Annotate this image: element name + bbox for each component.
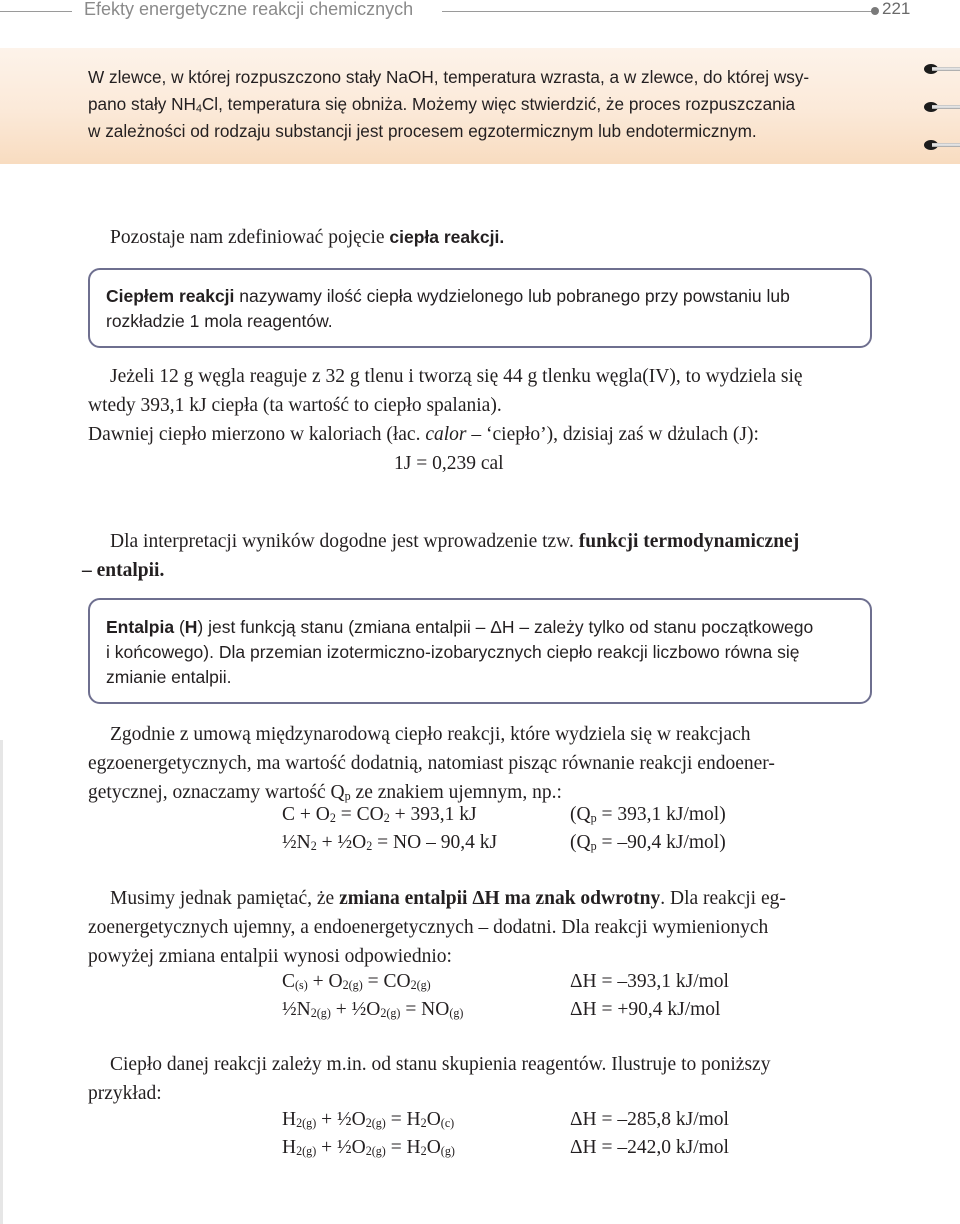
binder-ring-icon [924,140,960,150]
equation-delta-h: ΔH = –242,0 kJ/mol [570,1137,729,1158]
chapter-title: Efekty energetyczne reakcji chemicznych [84,0,414,19]
intro-line-3: w zależności od rodzaju substancji jest procesem egzotermicznym lub endotermicznym. [88,121,757,141]
binder-ring-icon [924,64,960,74]
equation-row: $\frac{1}{2}N_2$ + $\frac{1}{2}O_2$ = NO – 90,4 kJ [282,832,498,854]
paragraph-carbon-example: Jeżeli 12 g węgla reaguje z 32 g tlenu i tworzą się 44 g tlenku węgla(IV), to wydziela się wtedy 393,1 kJ ciepła (ta wartość to ciepło spalania). Dawniej ciepło mierzono w kaloriach (łac. calor – ‘ciepło’), dzisiaj zaś w dżulach (J): 1J = 0,239 cal [88,366,803,474]
header-dot-icon [871,7,879,15]
definition-box-heat [88,268,872,348]
page-number: 221 [882,0,911,18]
equation-row: $C_{(s)} + O_{2(g)} = CO_{2(g)}$ [282,971,431,993]
header-rule-left [0,11,72,12]
intro-line-2: pano stały $NH_4Cl$, temperatura się obniża. Możemy więc stwierdzić, że proces rozpuszczania [88,94,796,115]
equation-row: $C + O_2 = CO_2 + 393,1$ kJ [282,804,477,826]
paragraph-sign-convention: Zgodnie z umową międzynarodową ciepło reakcji, które wydziela się w reakcjach egzoenergetycznych, ma wartość dodatnią, natomiast pisząc równanie reakcji endoener- getycznej, oznaczamy wartość $Q_p$ ze znakiem ujemnym, np.: [88,724,775,804]
equation-delta-h: ΔH = +90,4 kJ/mol [570,999,721,1020]
paragraph-sign-reversal: Musimy jednak pamiętać, że zmiana entalpii ΔH ma znak odwrotny. Dla reakcji eg- zoenergetycznych ujemny, a endoenergetycznych – dodatni. Dla reakcji wymienionych powyżej zmiana entalpii wynosi odpowiednio: [88,888,786,967]
header-rule [442,11,874,12]
paragraph-heat-intro: Pozostaje nam zdefiniować pojęcie ciepła reakcji. [110,227,505,248]
intro-line-1: W zlewce, w której rozpuszczono stały NaOH, temperatura wzrasta, a w zlewce, do której wsy- [88,67,810,87]
page-edge-mark [0,740,3,1224]
intro-paragraph [88,64,908,145]
equation-delta-h: ΔH = –393,1 kJ/mol [570,971,729,992]
equation-row: $H_{2(g)}$ + $\frac{1}{2}O_{2(g)} = H_2O_{(c)}$ [282,1109,455,1131]
paragraph-enthalpy-intro: Dla interpretacji wyników dogodne jest wprowadzenie tzw. funkcji termodynamicznej – entalpii. [82,531,800,581]
definition-box-enthalpy [88,598,872,704]
binder-ring-icon [924,102,960,112]
equation-delta-h: ΔH = –285,8 kJ/mol [570,1109,729,1130]
paragraph-state-dependence: Ciepło danej reakcji zależy m.in. od stanu skupienia reagentów. Ilustruje to poniższy przykład: [88,1054,771,1104]
equation-row: $H_{2(g)}$ + $\frac{1}{2}O_{2(g)} = H_2O_{(g)}$ [282,1137,455,1159]
equation-heat-value: ($Q_p = 393,1$ kJ/mol) [570,804,726,826]
definition-text: Ciepłem reakcji nazywamy ilość ciepła wydzielonego lub pobranego przy powstaniu lub rozkładzie 1 mola reagentów. [106,286,790,331]
equation-row: $\frac{1}{2}N_{2(g)}$ + $\frac{1}{2}O_{2(g)} = NO_{(g)}$ [282,999,464,1021]
definition-text: Entalpia (H) jest funkcją stanu (zmiana entalpii – ΔH – zależy tylko od stanu początkowego i końcowego). Dla przemian izotermiczno-izobarycznych ciepło reakcji liczbowo równa się zmianie entalpii. [106,617,814,687]
equation-heat-value: ($Q_p = -90,4$ kJ/mol) [570,832,726,854]
